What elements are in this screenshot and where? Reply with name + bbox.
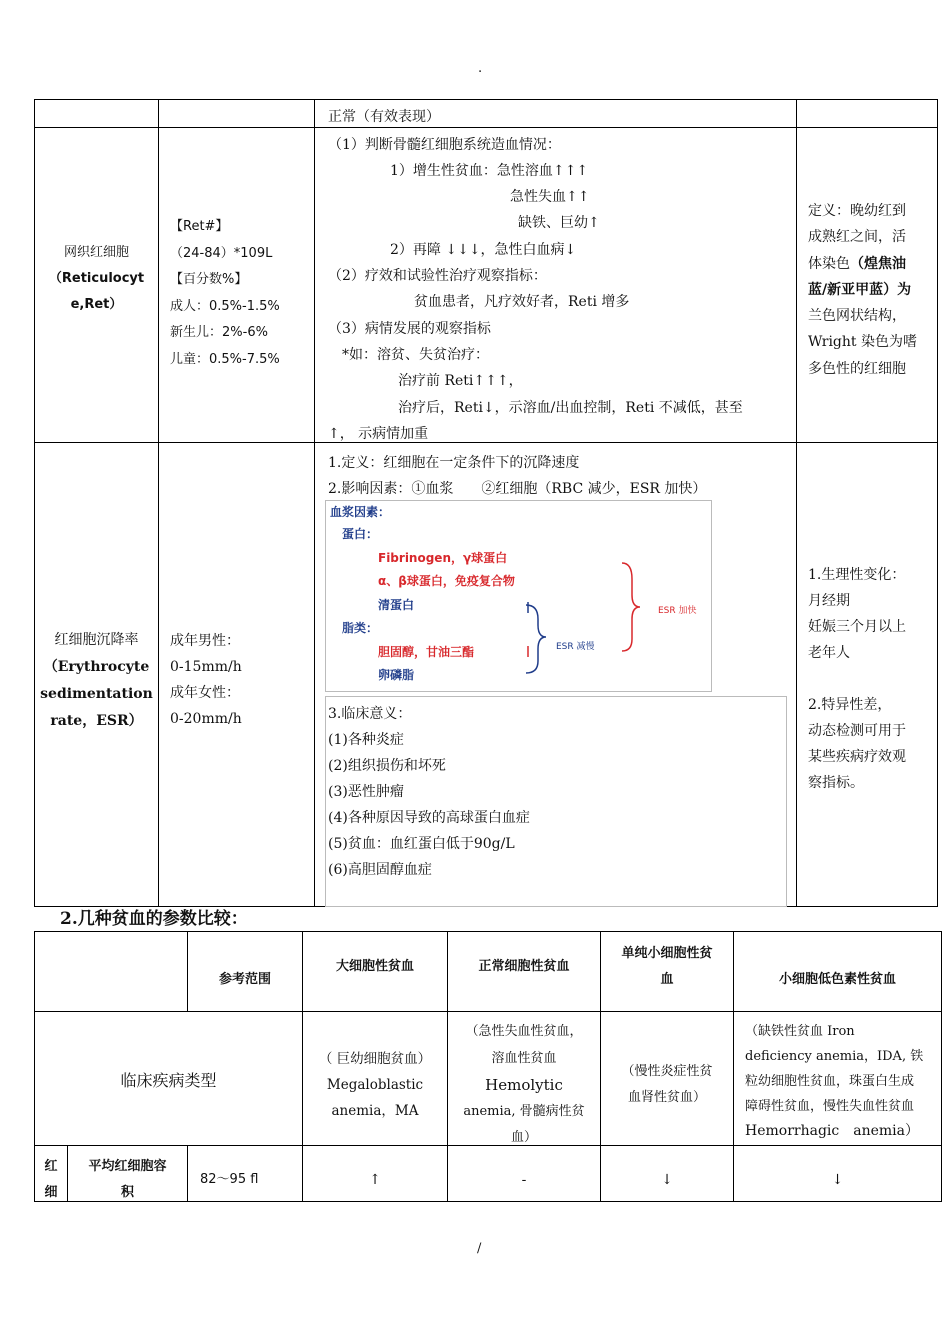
header-macrocytic: 大细胞性贫血 (335, 959, 414, 974)
figure-lipid: 脂类： (342, 621, 379, 635)
mcv-normocytic: - (521, 1172, 527, 1188)
mcv-simple-microcytic: ↓ (661, 1172, 673, 1188)
disease-simple-microcytic: （慢性炎症性贫 血肾性贫血） (621, 1064, 713, 1105)
esr-reference: 成年男性： 0-15mm/h 成年女性： 0-20mm/h (170, 633, 242, 727)
mcv-hypochromic: ↓ (831, 1172, 844, 1188)
figure-brackets (326, 501, 711, 691)
reticulocyte-definition: 定义：晚幼红到 成熟红之间，活 体染色（煌焦油 蓝/新亚甲蓝）为 兰色网状结构， Wright 染色为嗜 多色性的红细胞 (808, 203, 917, 377)
figure-fibrinogen: Fibrinogen，γ球蛋白 (378, 551, 508, 565)
figure-alpha-beta: α、β球蛋白，免疫复合物 (378, 574, 515, 588)
footer-mark: / (477, 1241, 482, 1256)
header-mark: . (478, 61, 483, 76)
header-simple-microcytic: 单纯小细胞性贫 血 (621, 946, 713, 987)
disease-type-label: 临床疾病类型 (120, 1071, 217, 1090)
figure-lecithin: 卵磷脂 (378, 668, 415, 682)
figure-esr-slow: ESR 减慢 (556, 642, 595, 652)
row0-col3: 正常（有效表现） (328, 109, 440, 125)
figure-protein: 蛋白： (342, 527, 379, 541)
disease-normocytic: （急性失血性贫血， 溶血性贫血 Hemolytic anemia, 骨髓病性贫 血） (463, 1024, 585, 1145)
figure-esr-fast: ESR 加快 (658, 606, 697, 616)
header-ref-range: 参考范围 (218, 972, 271, 987)
reticulocyte-name: 网织红细胞 （Reticulocyt e,Ret） (48, 245, 145, 312)
mcv-macrocytic: ↑ (369, 1172, 381, 1188)
section-2-title: 2.几种贫血的参数比较： (60, 909, 248, 929)
disease-hypochromic: （缺铁性贫血 Iron deficiency anemia，IDA, 铁 粒幼细胞性贫血，珠蛋白生成 障碍性贫血，慢性失血性贫血 Hemorrhagic anemia） (745, 1024, 924, 1139)
figure-albumin: 清蛋白 (378, 598, 415, 612)
figure-title: 血浆因素： (330, 505, 391, 519)
esr-intro: 1.定义：红细胞在一定条件下的沉降速度 2.影响因素：①血浆 ②红细胞（RBC 减少，ESR 加快） (328, 455, 707, 497)
mcv-ref: 82～95 fl (200, 1172, 259, 1187)
mcv-group-label: 红 细 (44, 1159, 58, 1200)
esr-name: 红细胞沉降率 （Erythrocyte sedimentation rate，ESR） (40, 632, 153, 729)
header-normocytic: 正常细胞性贫血 (478, 959, 570, 974)
plasma-factors-figure (325, 500, 712, 692)
esr-clinical: 3.临床意义： (1)各种炎症 (2)组织损伤和坏死 (3)恶性肿瘤 (4)各种原因导致的高球蛋白血症 (5)贫血：血红蛋白低于90g/L (6)高胆固醇血症 (328, 706, 530, 878)
reticulocyte-reference: 【Ret#】 （24-84）*109L 【百分数%】 成人：0.5%-1.5% 新生儿：2%-6% 儿童：0.5%-7.5% (170, 219, 280, 367)
esr-notes: 1.生理性变化： 月经期 妊娠三个月以上 老年人 2.特异性差， 动态检测可用于 某些疾病疗效观 察指标。 (808, 567, 906, 791)
disease-macrocytic: （ 巨幼细胞贫血） Megaloblastic anemia，MA (318, 1051, 432, 1119)
figure-cholesterol: 胆固醇，甘油三酯 (378, 645, 475, 659)
mcv-label: 平均红细胞容 积 (88, 1159, 167, 1200)
header-hypochromic: 小细胞低色素性贫血 (778, 972, 896, 987)
